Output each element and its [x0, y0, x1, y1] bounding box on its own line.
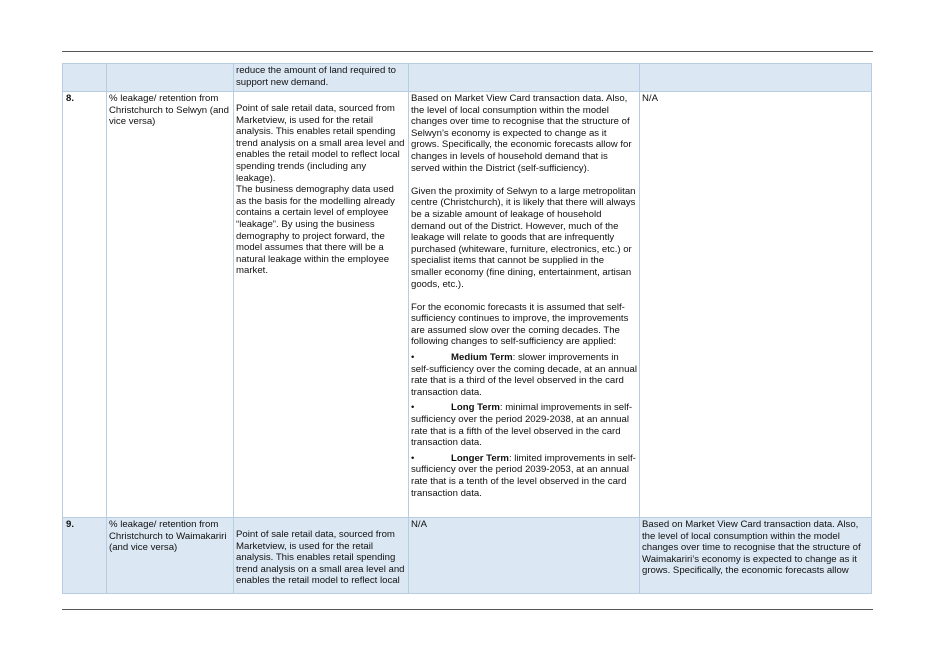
cell-number [63, 92, 107, 518]
bullet-text: : slower improvements in self-sufficiency over the coming decade, at an annual rate that is a third of the level observed in the card transaction data. [411, 352, 637, 398]
selwyn-paragraph-1: Based on Market View Card transaction data. Also, the level of local consumption within the model changes over time to recognise that the structure of Selwyn’s economy is expected to change as it grows. Specifically, the economic forecasts allow for changes in levels of household demand that is served within the District (self-sufficiency). [411, 93, 632, 174]
bullet-marker: • [411, 452, 415, 464]
cell-number [63, 518, 107, 594]
assumptions-table [62, 63, 872, 594]
cell-indicator [107, 518, 234, 594]
cell-source [234, 518, 409, 594]
cell-indicator [107, 92, 234, 518]
cell-selwyn [409, 92, 640, 518]
table-row-continued [63, 64, 872, 92]
source-paragraph-1: Point of sale retail data, sourced from Marketview, is used for the retail analysis. This enables retail spending trend analysis on a small area level and enables the retail model to reflect local [236, 529, 405, 587]
cell-selwyn [409, 64, 640, 92]
list-item [411, 453, 637, 499]
list-item [411, 402, 637, 448]
source-paragraph-2: The business demography data used as the basis for the modelling already contains a certain level of employee “leakage”. By using the business demography to project forward, the model assumes that there will be a natural leakage within the employee market. [236, 184, 395, 277]
cell-waimakariri [640, 518, 872, 594]
list-item [411, 352, 637, 398]
cell-selwyn [409, 518, 640, 594]
cell-waimakariri [640, 92, 872, 518]
cell-indicator [107, 64, 234, 92]
selwyn-paragraph-3: For the economic forecasts it is assumed that self-sufficiency continues to improve, the improvements are assumed slow over the coming decades. The following changes to self-sufficiency are applied: [411, 301, 629, 348]
waimakariri-text: N/A [642, 93, 658, 104]
bullet-term: Long Term [451, 402, 500, 414]
footer-rule [62, 609, 873, 610]
bullet-marker: • [411, 352, 415, 364]
source-text: reduce the amount of land required to support new demand. [236, 65, 397, 88]
cell-source [234, 64, 409, 92]
bullet-term: Longer Term [451, 452, 509, 464]
cell-waimakariri [640, 64, 872, 92]
indicator-text: % leakage/ retention from Christchurch to Waimakariri (and vice versa) [109, 519, 227, 554]
waimakariri-text: Based on Market View Card transaction data. Also, the level of local consumption within the model changes over time to recognise that the structure of Waimakariri’s economy is expected to change as it grows. Specifically, the economic forecasts allow [642, 519, 861, 577]
bullet-text: : limited improvements in self-sufficiency over the period 2039-2053, at an annual rate that is a tenth of the level observed in the card transaction data. [411, 452, 636, 499]
bullet-term: Medium Term [451, 352, 513, 364]
row-number: 9. [66, 519, 75, 530]
source-paragraph-1: Point of sale retail data, sourced from Marketview, is used for the retail analysis. This enables retail spending trend analysis on a small area level and enables the retail model to reflect local spending trends (including any leakage). [236, 103, 405, 184]
indicator-text: % leakage/ retention from Christchurch to Selwyn (and vice versa) [109, 93, 229, 128]
table-row-9 [63, 518, 872, 594]
selwyn-paragraph-2: Given the proximity of Selwyn to a large metropolitan centre (Christchurch), it is likely that there will always be a sizable amount of leakage of household demand out of the District. However, much of the leakage will relate to goods that are infrequently purchased (whiteware, furniture, electronics, etc.) or specialist items that cannot be supplied in the smaller economy (fine dining, entertainment, artisan goods, etc.). [411, 185, 636, 290]
cell-number [63, 64, 107, 92]
table-row-8 [63, 92, 872, 518]
selwyn-text: N/A [411, 519, 427, 530]
row-number: 8. [66, 93, 75, 104]
bullet-marker: • [411, 402, 415, 414]
header-rule [62, 51, 873, 52]
bullet-text: : minimal improvements in self-sufficiency over the period 2029-2038, at an annual rate that is a fifth of the level observed in the card transaction data. [411, 402, 633, 449]
cell-source [234, 92, 409, 518]
